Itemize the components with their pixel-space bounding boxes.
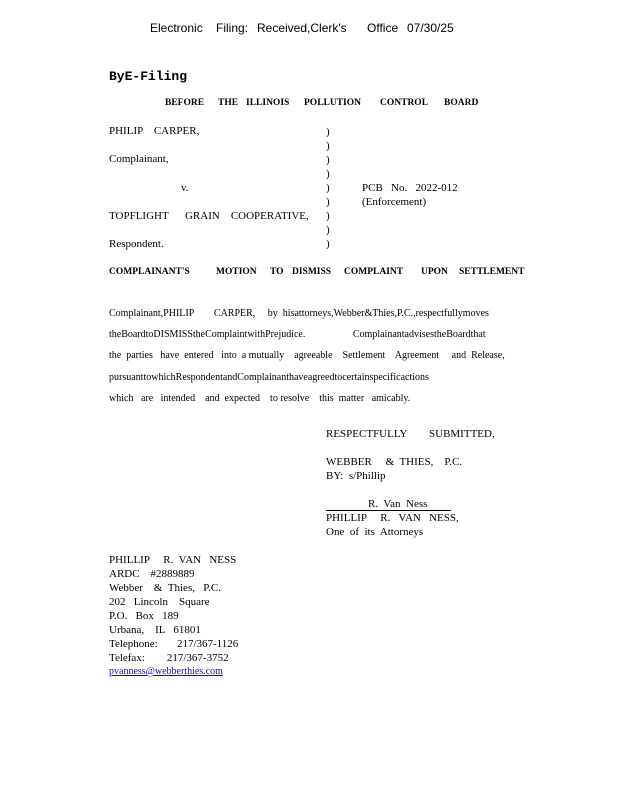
body-line: Complainant,PHILIP CARPER, by hisattorneys,Webber&Thies,P.C.,respectfullymoves [109,308,489,319]
caption-parens: ) ) ) ) ) ) ) ) ) [326,126,330,250]
complainant-name: PHILIP CARPER, [109,125,200,137]
contact-email-link[interactable]: pvanness@webberthies.com [109,666,223,677]
header-electronic: Electronic [150,21,203,35]
header-filing: Filing: [216,21,249,35]
motion-title-word: SETTLEMENT [459,267,525,277]
heading-word: THE [218,98,239,108]
case-number: PCB No. 2022-012 [362,182,458,194]
heading-word: ILLINOIS [246,98,290,108]
heading-word: POLLUTION [304,98,362,108]
by-efiling-label: ByE-Filing [109,69,188,84]
contact-city: Urbana, IL 61801 [109,624,201,636]
signature-line: R. Van Ness [326,498,451,511]
header-office: Office [367,21,399,35]
body-line: which are intended and expected to resolve this matter amicably. [109,393,411,404]
motion-title-word: COMPLAINANT'S [109,267,190,277]
signature-firm: WEBBER & THIES, P.C. [326,456,463,468]
header-received: Received,Clerk's [257,21,347,35]
header-date: 07/30/25 [407,21,454,35]
motion-title-word: MOTION [216,267,257,277]
closing: RESPECTFULLY SUBMITTED, [326,428,495,440]
motion-title-word: UPON [421,267,448,277]
contact-firm: Webber & Thies, P.C. [109,582,221,594]
contact-ardc: ARDC #2889889 [109,568,195,580]
motion-title-word: TO [270,267,284,277]
respondent-name: TOPFLIGHT GRAIN COOPERATIVE, [109,210,309,222]
body-line: pursuanttowhichRespondentandComplainanthaveagreedtocertainspecificactions [109,372,429,383]
contact-box: P.O. Box 189 [109,610,179,622]
contact-telephone: Telephone: 217/367-1126 [109,638,239,650]
motion-title-word: DISMISS [292,267,332,277]
heading-word: BOARD [444,98,479,108]
signature-by: BY: s/Phillip [326,470,386,482]
signer-name: PHILLIP R. VAN NESS, [326,512,459,524]
motion-title-word: COMPLAINT [344,267,404,277]
contact-name: PHILLIP R. VAN NESS [109,554,237,566]
signer-role: One of its Attorneys [326,526,424,538]
respondent-role: Respondent. [109,238,164,250]
complainant-role: Complainant, [109,153,169,165]
heading-word: BEFORE [165,98,205,108]
contact-telefax: Telefax: 217/367-3752 [109,652,229,664]
body-line: the parties have entered into a mutually agreeable Settlement Agreement and Release, [109,350,505,361]
body-line: theBoardtoDISMISStheComplaintwithPrejudice. ComplainantadvisestheBoardthat [109,329,486,340]
versus: v. [181,182,189,194]
contact-street: 202 Lincoln Square [109,596,210,608]
heading-word: CONTROL [380,98,429,108]
case-type: (Enforcement) [362,196,427,208]
